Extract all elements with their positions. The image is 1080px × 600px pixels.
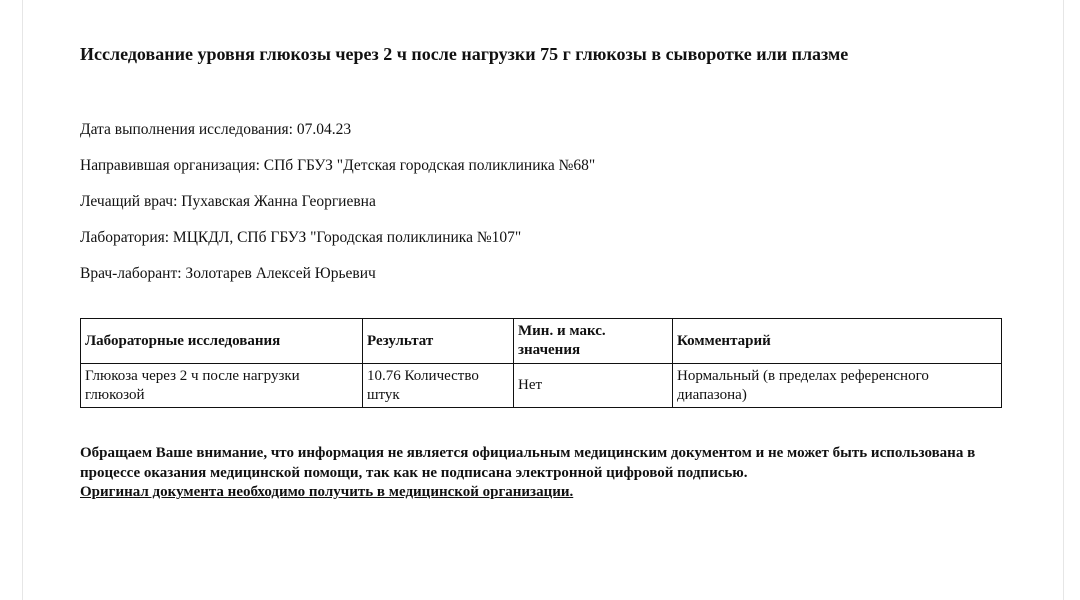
disclaimer-notice	[80, 444, 1010, 503]
table-cell: Нет	[514, 364, 673, 408]
column-header: Лабораторные исследования	[81, 319, 363, 364]
disclaimer-original-note: Оригинал документа необходимо получить в медицинской организации.	[80, 484, 574, 500]
disclaimer-text: Обращаем Ваше внимание, что информация не является официальным медицинским документом и не может быть использована в процессе оказания медицинской помощи, так как не подписана электронной цифровой подписью.	[80, 445, 976, 481]
column-header: Мин. и макс. значения	[514, 319, 673, 364]
table-header-row	[81, 319, 1002, 364]
column-header: Результат	[363, 319, 514, 364]
document-page	[22, 0, 1064, 600]
column-header: Комментарий	[673, 319, 1002, 364]
table-cell: 10.76 Количество штук	[363, 364, 514, 408]
attending-doctor: Лечащий врач: Пухавская Жанна Георгиевна	[80, 193, 376, 210]
test-date: Дата выполнения исследования: 07.04.23	[80, 121, 352, 138]
lab-doctor: Врач-лаборант: Золотарев Алексей Юрьевич	[80, 265, 376, 282]
table-row	[81, 364, 1002, 408]
document-title: Исследование уровня глюкозы через 2 ч после нагрузки 75 г глюкозы в сыворотке или плазме	[80, 44, 849, 64]
referring-organization: Направившая организация: СПб ГБУЗ "Детская городская поликлиника №68"	[80, 157, 596, 174]
results-table	[80, 318, 1002, 408]
table-cell: Нормальный (в пределах референсного диапазона)	[673, 364, 1002, 408]
laboratory: Лаборатория: МЦКДЛ, СПб ГБУЗ "Городская поликлиника №107"	[80, 229, 522, 246]
table-cell: Глюкоза через 2 ч после нагрузки глюкозой	[81, 364, 363, 408]
